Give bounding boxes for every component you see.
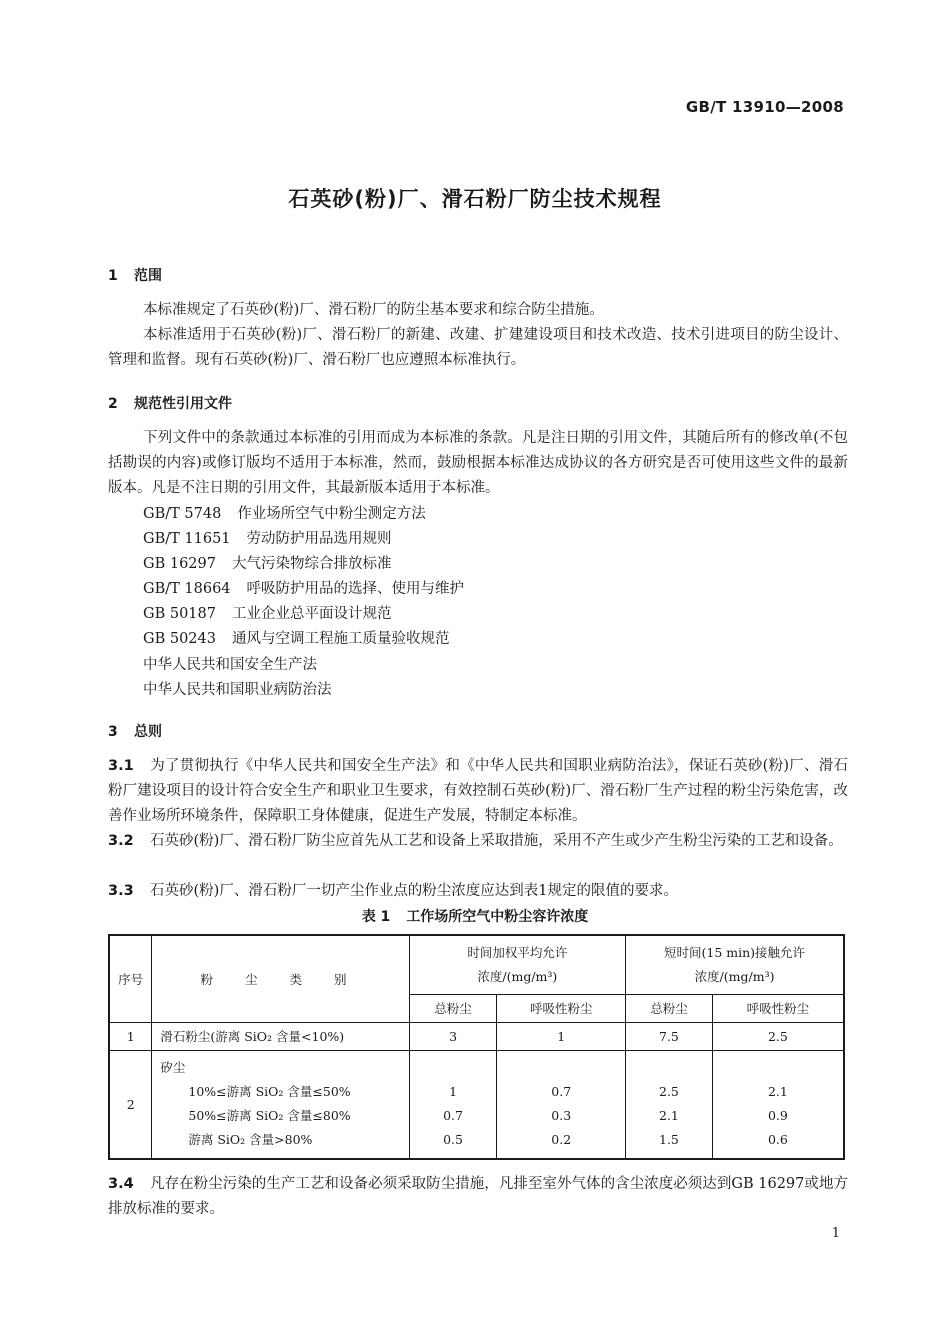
reference-item <box>143 653 317 678</box>
section-2-heading <box>108 393 232 413</box>
section-1-heading <box>108 265 162 285</box>
document-title: 石英砂(粉)厂、滑石粉厂防尘技术规程 <box>288 187 662 211</box>
clause-text: 凡存在粉尘污染的生产工艺和设备必须采取防尘措施，凡排至室外气体的含尘浓度必须达到GB 16297或地方排放标准的要求。 <box>108 1176 848 1217</box>
page-number: 1 <box>831 1226 840 1241</box>
reference-item <box>143 577 464 602</box>
clause-number: 3.3 <box>108 883 134 899</box>
paragraph: 下列文件中的条款通过本标准的引用而成为本标准的条款。凡是注日期的引用文件，其随后所有的修改单(不包括勘误的内容)或修订版均不适用于本标准，然而，鼓励根据本标准达成协议的各方研究是否可使用这些文件的最新版本。凡是不注日期的引用文件，其最新版本适用于本标准。 <box>108 430 848 496</box>
header-total-dust: 总粉尘 <box>626 994 713 1022</box>
reference-item <box>143 678 332 703</box>
clause-text: 为了贯彻执行《中华人民共和国安全生产法》和《中华人民共和国职业病防治法》，保证石英砂(粉)厂、滑石粉厂建设项目的设计符合安全生产和职业卫生要求，有效控制石英砂(粉)厂、滑石粉厂生产过程的粉尘污染危害，改善作业场所环境条件，保障职工身体健康，促进生产发展，特制定本标准。 <box>108 758 848 824</box>
table-title: 工作场所空气中粉尘容许浓度 <box>406 909 589 925</box>
clause-number: 3.2 <box>108 833 134 849</box>
clause-text: 石英砂(粉)厂、滑石粉厂防尘应首先从工艺和设备上采取措施，采用不产生或少产生粉尘污染的工艺和设备。 <box>150 833 843 849</box>
section-number: 3 <box>108 724 118 740</box>
cell-value: 1 0.7 0.5 <box>409 1050 497 1159</box>
reference-name: 中华人民共和国安全生产法 <box>143 657 317 673</box>
header-category: 粉 尘 类 别 <box>152 935 409 1022</box>
section-3-heading <box>108 721 162 741</box>
reference-code: GB 16297 <box>143 556 216 572</box>
header-twa: 时间加权平均允许 浓度/(mg/m³) <box>409 935 625 994</box>
clause-3-1 <box>108 754 848 829</box>
reference-name: 通风与空调工程施工质量验收规范 <box>231 631 450 647</box>
section-number: 1 <box>108 268 118 284</box>
cell-seq: 2 <box>109 1050 152 1159</box>
cell-value: 2.5 <box>712 1022 844 1050</box>
cell-category: 滑石粉尘(游离 SiO₂ 含量<10%) <box>152 1022 409 1050</box>
paragraph: 本标准适用于石英砂(粉)厂、滑石粉厂的新建、改建、扩建建设项目和技术改造、技术引进项目的防尘设计、管理和监督。现有石英砂(粉)厂、滑石粉厂也应遵照本标准执行。 <box>108 327 848 368</box>
reference-item <box>143 502 426 527</box>
reference-item <box>143 527 392 552</box>
cell-value: 0.7 0.3 0.2 <box>497 1050 626 1159</box>
reference-name: 作业场所空气中粉尘测定方法 <box>237 506 426 522</box>
reference-item <box>143 602 391 627</box>
clause-3-4 <box>108 1172 848 1222</box>
section-title: 规范性引用文件 <box>134 396 232 412</box>
header-respirable-dust: 呼吸性粉尘 <box>497 994 626 1022</box>
paragraph: 本标准规定了石英砂(粉)厂、滑石粉厂的防尘基本要求和综合防尘措施。 <box>143 302 604 318</box>
reference-item <box>143 627 449 652</box>
clause-number: 3.1 <box>108 758 134 774</box>
reference-name: 呼吸防护用品的选择、使用与维护 <box>246 581 465 597</box>
cell-value: 1 <box>497 1022 626 1050</box>
dust-limit-table <box>108 934 845 1160</box>
reference-name: 劳动防护用品选用规则 <box>246 531 392 547</box>
cell-value: 2.1 0.9 0.6 <box>712 1050 844 1159</box>
table-header-row <box>109 935 844 994</box>
header-seq: 序号 <box>109 935 152 1022</box>
header-total-dust: 总粉尘 <box>409 994 497 1022</box>
reference-code: GB/T 11651 <box>143 531 231 547</box>
reference-code: GB/T 18664 <box>143 581 231 597</box>
clause-3-2 <box>108 829 848 854</box>
cell-seq: 1 <box>109 1022 152 1050</box>
header-respirable-dust: 呼吸性粉尘 <box>712 994 844 1022</box>
cell-category: 矽尘 10%≤游离 SiO₂ 含量≤50% 50%≤游离 SiO₂ 含量≤80% 游离 SiO₂ 含量>80% <box>152 1050 409 1159</box>
clause-3-3 <box>108 879 848 904</box>
clause-number: 3.4 <box>108 1176 134 1192</box>
clause-text: 石英砂(粉)厂、滑石粉厂一切产尘作业点的粉尘浓度应达到表1规定的限值的要求。 <box>150 883 679 899</box>
reference-name: 工业企业总平面设计规范 <box>231 606 392 622</box>
header-stel: 短时间(15 min)接触允许 浓度/(mg/m³) <box>626 935 844 994</box>
reference-code: GB 50243 <box>143 631 216 647</box>
section-title: 总则 <box>134 724 162 740</box>
table-row <box>109 1022 844 1050</box>
table-number: 表 1 <box>361 909 391 925</box>
standard-number: GB/T 13910—2008 <box>685 98 844 116</box>
cell-value: 3 <box>409 1022 497 1050</box>
cell-value: 7.5 <box>626 1022 713 1050</box>
section-title: 范围 <box>134 268 162 284</box>
reference-item <box>143 552 391 577</box>
reference-code: GB 50187 <box>143 606 216 622</box>
reference-code: GB/T 5748 <box>143 506 222 522</box>
section-number: 2 <box>108 396 118 412</box>
reference-name: 中华人民共和国职业病防治法 <box>143 682 332 698</box>
cell-value: 2.5 2.1 1.5 <box>626 1050 713 1159</box>
table-row <box>109 1050 844 1159</box>
table-caption <box>0 906 950 926</box>
reference-name: 大气污染物综合排放标准 <box>231 556 392 572</box>
